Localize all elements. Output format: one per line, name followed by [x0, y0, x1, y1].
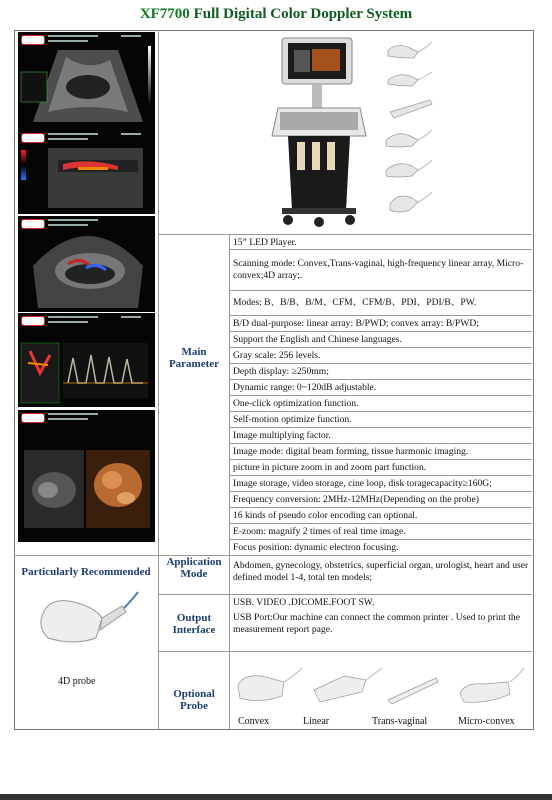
probe-caption-transvaginal: Trans-vaginal — [372, 716, 428, 727]
parameter-row: Frequency conversion: 2MHz-12MHz(Depending on the probe) — [233, 493, 479, 505]
parameter-row: One-click optimization function. — [233, 397, 359, 409]
model-name: XF7700 — [139, 6, 190, 22]
table-divider — [14, 555, 159, 556]
parameter-row: Scanning mode: Convex,Trans-vaginal, high-frequency linear array, Micro-convex;4D array;. — [233, 258, 524, 281]
table-divider — [158, 651, 532, 652]
application-text: Abdomen, gynecology, obstetrics, superficial organ, urologist, heart and user defined model 1-4, total ten models; — [233, 560, 529, 583]
parameter-row: 15” LED Player. — [233, 237, 297, 248]
parameter-row: Gray scale: 256 levels. — [233, 349, 321, 361]
parameter-row: E-zoom: magnify 2 times of real time image. — [233, 525, 406, 537]
parameter-row: Dynamic range: 0~120dB adjustable. — [233, 381, 377, 393]
title-text: Full Digital Color Doppler System — [193, 6, 413, 22]
table-divider — [158, 234, 532, 235]
parameter-row: Depth display: ≥250mm; — [233, 365, 329, 377]
parameter-row: Image multiplying factor. — [233, 429, 331, 441]
ultrasound-image — [18, 32, 155, 130]
pw-doppler-screenshot — [18, 313, 155, 407]
probe-caption-convex: Convex — [238, 716, 270, 727]
4d-probe-caption: 4D probe — [58, 676, 96, 687]
fetal-doppler-screenshot — [18, 216, 155, 312]
output-line-1: USB. VIDEO .DICOME.FOOT SW. — [233, 597, 375, 608]
4d-fetal-screenshot — [18, 410, 155, 542]
table-divider — [158, 594, 532, 595]
output-line-2: USB Port:Our machine can connect the common printer . Used to print the measurement report page. — [233, 612, 520, 635]
optional-probes-image — [232, 664, 528, 714]
table-divider — [229, 234, 230, 729]
output-interface-label: Output Interface — [172, 612, 216, 636]
color-doppler-screenshot — [18, 130, 155, 214]
parameter-row: Self-motion optimize function. — [233, 413, 352, 425]
bottom-bar — [0, 794, 552, 800]
parameter-row: 16 kinds of pseudo color encoding can optional. — [233, 509, 418, 521]
probe-caption-linear: Linear — [303, 716, 330, 727]
parameter-row: Support the English and Chinese languages. — [233, 333, 402, 345]
application-mode-label: Application Mode — [166, 556, 222, 580]
parameter-row: Image mode: digital beam forming, tissue harmonic imaging. — [233, 445, 469, 457]
4d-probe-image — [34, 588, 140, 658]
b-mode-screenshot — [18, 32, 155, 130]
recommended-heading: Particularly Recommended — [21, 566, 151, 578]
probe-caption-microconvex: Micro-convex — [458, 716, 515, 727]
ultrasound-image — [18, 313, 155, 407]
ultrasound-image — [18, 410, 155, 542]
parameter-row: B/D dual-purpose: linear array: B/PWD; convex array: B/PWD; — [233, 317, 479, 329]
machine-photo — [160, 32, 530, 232]
main-parameter-label: Main Parameter — [168, 346, 220, 370]
parameter-row: Image storage, video storage, cine loop, disk toragecapacity≥160G; — [233, 477, 492, 489]
optional-probe-label: Optional Probe — [173, 688, 215, 712]
parameter-row: Modes: B、B/B、B/M、CFM、CFM/B、PDI、PDI/B、PW. — [233, 297, 477, 308]
ultrasound-image — [18, 130, 155, 214]
parameter-row: Focus position: dynamic electron focusing. — [233, 541, 399, 553]
page-title — [0, 6, 552, 23]
ultrasound-image — [18, 216, 155, 312]
parameter-row: picture in picture zoom in and zoom part function. — [233, 461, 427, 473]
